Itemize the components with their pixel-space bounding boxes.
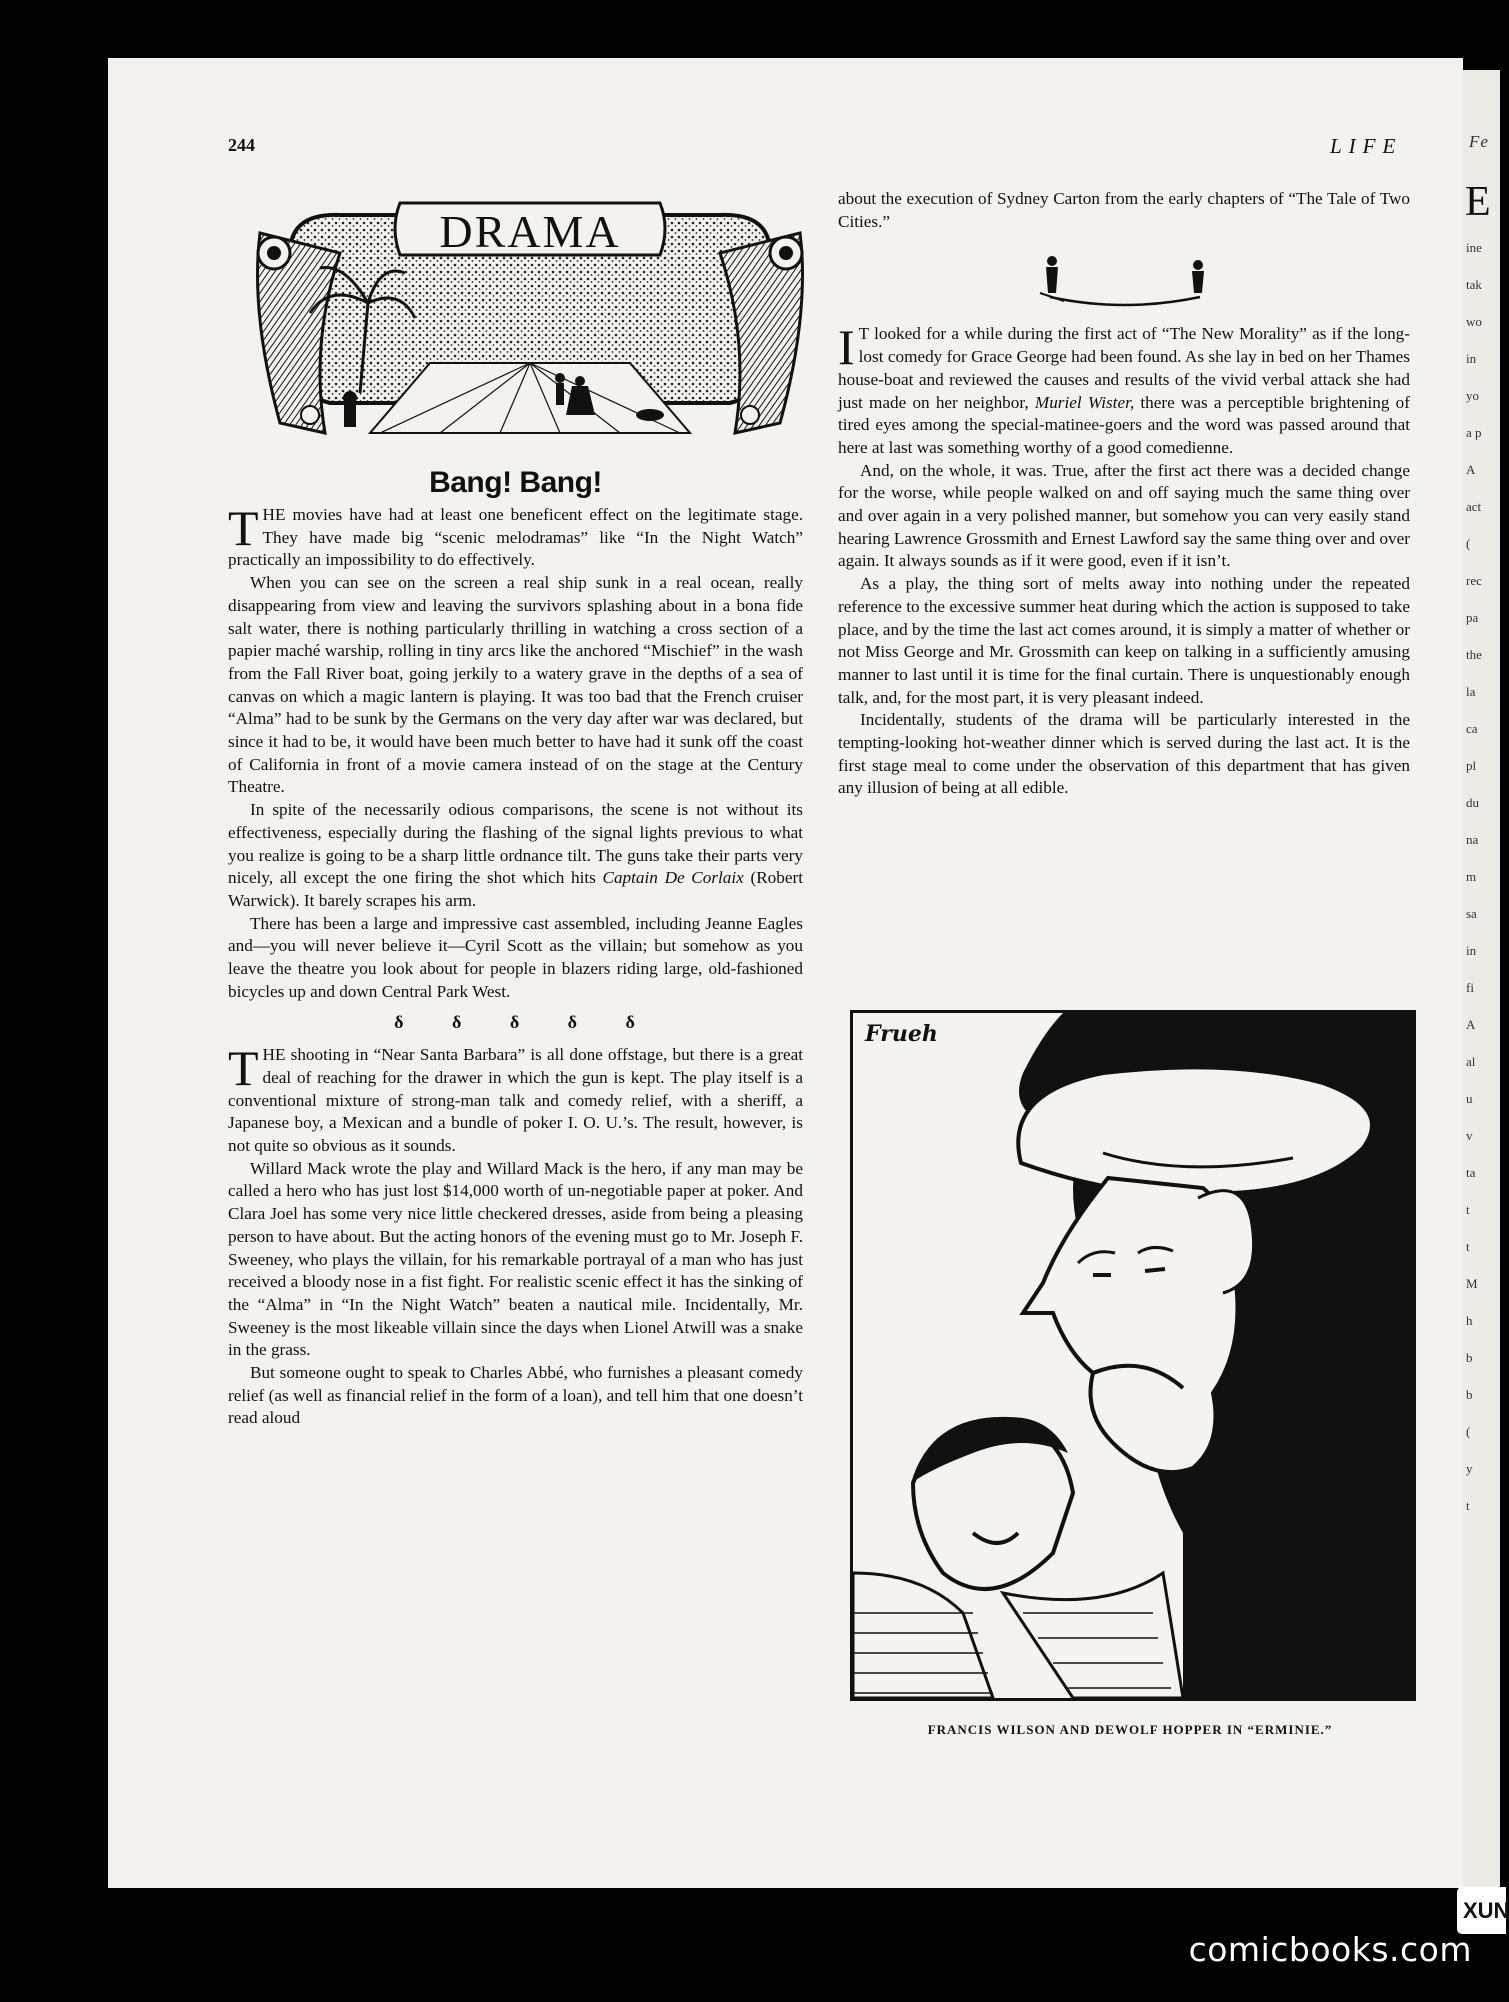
adjacent-page-fragment: t bbox=[1466, 1202, 1470, 1217]
character-name: Captain De Corlaix bbox=[602, 868, 744, 888]
site-badge: XUN bbox=[1457, 1887, 1506, 1934]
adjacent-page-initial: E bbox=[1465, 179, 1491, 225]
page-number: 244 bbox=[228, 135, 255, 155]
cartoon-caption: FRANCIS WILSON AND DEWOLF HOPPER IN “ERMINIE.” bbox=[927, 1722, 1333, 1737]
paragraph-new-morality: I T looked for a while during the first act of “The New Morality” as if the long-lost comedy for Grace George had been found. As she lay in bed on her Thames house-boat and reviewed the causes and results of the vivid verbal attack she had just made on her neighbor, Muriel Wister, there was a perceptible brightening of tired eyes among the special-matinee-goers and the word was passed around that here at last was something worthy of a good comedienne. bbox=[838, 319, 1410, 457]
drop-cap: T bbox=[228, 1040, 259, 1097]
adjacent-page-fragment: A bbox=[1466, 462, 1476, 477]
adjacent-page-fragment: h bbox=[1466, 1313, 1473, 1328]
adjacent-page-fragment: v bbox=[1466, 1128, 1473, 1143]
adjacent-page-fragment: A bbox=[1466, 1017, 1476, 1032]
adjacent-page-fragment: m bbox=[1466, 869, 1477, 884]
paragraph-charles-abbe: But someone ought to speak to Charles Abbé, who furnishes a pleasant comedy relief (as well as financial relief in the form of a loan), and tell him that one doesn’t read aloud bbox=[228, 1363, 803, 1428]
running-head: LIFE bbox=[1330, 134, 1403, 158]
caricature-drawing bbox=[853, 1013, 1413, 1698]
adjacent-page-fragment: al bbox=[1466, 1054, 1476, 1069]
adjacent-page-fragment: b bbox=[1466, 1350, 1473, 1365]
adjacent-page-fragment: b bbox=[1466, 1387, 1473, 1402]
drop-cap: I bbox=[838, 319, 855, 376]
adjacent-page-fragment: t bbox=[1466, 1498, 1470, 1513]
article-title: Bang! Bang! bbox=[429, 466, 602, 499]
paragraph-cast: There has been a large and impressive cast assembled, including Jeanne Eagles and—you will never believe it—Cyril Scott as the villain; but somehow as you leave the theatre you look about for people in blazers riding large, old-fashioned bicycles up and down Central Park West. bbox=[228, 913, 803, 1001]
stretch-vignette-illustration bbox=[1034, 249, 1214, 311]
adjacent-page-fragment: du bbox=[1466, 795, 1479, 810]
adjacent-page-header: Fe bbox=[1469, 132, 1489, 151]
site-watermark: comicbooks.com bbox=[1188, 1930, 1472, 1969]
adjacent-page-fragment: a p bbox=[1466, 425, 1482, 440]
paragraph-dinner: Incidentally, students of the drama will be particularly interested in the tempting-looking hot-weather dinner which is served during the last act. It is the first stage meal to come under the observation of this department that has given any illusion of being at all edible. bbox=[838, 710, 1410, 798]
left-column bbox=[228, 466, 803, 1430]
paragraph-movies bbox=[228, 500, 803, 572]
paragraph-on-the-whole: And, on the whole, it was. True, after the first act there was a decided change for the worse, while people walked on and off saying much the same thing over and over again in a very polished manner, but somehow you can very easily stand hearing Lawrence Grossmith and Ernest Lawford say the same thing over and over again. It always sounds as if it were good, even if it isn’t. bbox=[838, 460, 1410, 571]
paragraph-text: HE shooting in “Near Santa Barbara” is all done offstage, but there is a great deal of reaching for the drawer in which the gun is kept. The play itself is a conventional mixture of strong-man talk and comedy relief, with a sheriff, a Japanese boy, a Mexican and a bundle of poker I. O. U.’s. The result, however, is not quite so obvious as it sounds. bbox=[228, 1045, 803, 1155]
adjacent-page-fragment: ( bbox=[1466, 536, 1471, 551]
right-column bbox=[838, 188, 1410, 800]
adjacent-page-fragment: ine bbox=[1466, 240, 1482, 255]
adjacent-page-fragment: act bbox=[1466, 499, 1482, 514]
adjacent-page-fragment: wo bbox=[1466, 314, 1482, 329]
artist-signature: Frueh bbox=[865, 1021, 938, 1047]
adjacent-page-fragment: ta bbox=[1466, 1165, 1476, 1180]
character-name: Muriel Wister, bbox=[1034, 392, 1135, 412]
adjacent-page-fragment: fi bbox=[1466, 980, 1474, 995]
adjacent-page-fragment: pl bbox=[1466, 758, 1477, 773]
adjacent-page-fragment: in bbox=[1466, 351, 1477, 366]
caricature-illustration bbox=[850, 1010, 1416, 1701]
adjacent-page-fragment: M bbox=[1466, 1276, 1478, 1291]
paragraph-ship: When you can see on the screen a real ship sunk in a real ocean, really disappearing from view and leaving the survivors splashing about in a bona fide salt water, there is nothing particularly thrilling in watching a cross section of a papier maché warship, rolling in tiny arcs like the anchored “Mischief” in the wash from the Fall River boat, going jerkily to a watery grave in the depths of a sea of canvas on which a magic lantern is playing. It was too bad that the French cruiser “Alma” had to be sunk by the Germans on the very day after war was declared, but since it had to be, it would have been much better to have had it sunk off the coast of California in front of a movie camera instead of on the stage at the Century Theatre. bbox=[228, 573, 803, 797]
adjacent-page-fragment: ca bbox=[1466, 721, 1478, 736]
paragraph-sydney-carton: about the execution of Sydney Carton from the early chapters of “The Tale of Two Cities.” bbox=[838, 189, 1410, 231]
adjacent-page-edge bbox=[1463, 70, 1500, 1890]
adjacent-page-fragment: ( bbox=[1466, 1424, 1471, 1439]
paragraph-text: HE movies have had at least one beneficent effect on the legitimate stage. They have made big “scenic melodramas” like “In the Night Watch” practically an impossibility to do effectively. bbox=[228, 505, 803, 570]
adjacent-page-fragment: sa bbox=[1466, 906, 1477, 921]
adjacent-page-fragment: tak bbox=[1466, 277, 1482, 292]
adjacent-page-fragment: the bbox=[1466, 647, 1482, 662]
adjacent-page-fragment: rec bbox=[1466, 573, 1482, 588]
adjacent-page-fragment: la bbox=[1466, 684, 1476, 699]
adjacent-page-fragment: y bbox=[1466, 1461, 1473, 1476]
adjacent-page-fragment: t bbox=[1466, 1239, 1470, 1254]
paragraph-as-a-play: As a play, the thing sort of melts away into nothing under the repeated reference to the excessive summer heat during which the action is supposed to take place, and by the time the last act comes around, it is simply a matter of whether or not Miss George and Mr. Grossmith can keep on talking in a sufficiently amusing manner to last until it is time for the final curtain. There is unquestionably enough talk, and, for the most part, it is very pleasant indeed. bbox=[838, 574, 1410, 707]
drama-banner-illustration bbox=[250, 193, 810, 443]
drop-cap: T bbox=[228, 500, 259, 556]
adjacent-page-fragment: u bbox=[1466, 1091, 1473, 1106]
adjacent-page-fragment: pa bbox=[1466, 610, 1479, 625]
adjacent-page-fragment: yo bbox=[1466, 388, 1479, 403]
section-separator: δ δ δ δ δ bbox=[394, 1012, 657, 1033]
adjacent-page-fragment: in bbox=[1466, 943, 1477, 958]
adjacent-page-fragment: na bbox=[1466, 832, 1479, 847]
drama-heading: DRAMA bbox=[439, 206, 621, 257]
paragraph-santa-barbara bbox=[228, 1040, 803, 1158]
paragraph-scene: In spite of the necessarily odious comparisons, the scene is not without its effectiveness, especially during the flashing of the signal lights previous to what you realize is going to be a sharp little ordnance tilt. The guns take their parts very nicely, all except the one firing the shot which hits Captain De Corlaix (Robert Warwick). It barely scrapes his arm. bbox=[228, 800, 803, 910]
paragraph-willard-mack: Willard Mack wrote the play and Willard Mack is the hero, if any man may be called a hero who has just lost $14,000 worth of un-negotiable paper at poker. And Clara Joel has some very nice little checkered dresses, aside from being a pleasing person to have about. But the acting honors of the evening must go to Mr. Joseph F. Sweeney, who plays the villain, for his remarkable portrayal of a man who has just received a bloody nose in a fist fight. For realistic scenic effect it has the sinking of the “Alma” in “In the Night Watch” beaten a nautical mile. Incidentally, Mr. Sweeney is the most likeable villain since the days when Lionel Atwill was a snake in the grass. bbox=[228, 1158, 803, 1360]
